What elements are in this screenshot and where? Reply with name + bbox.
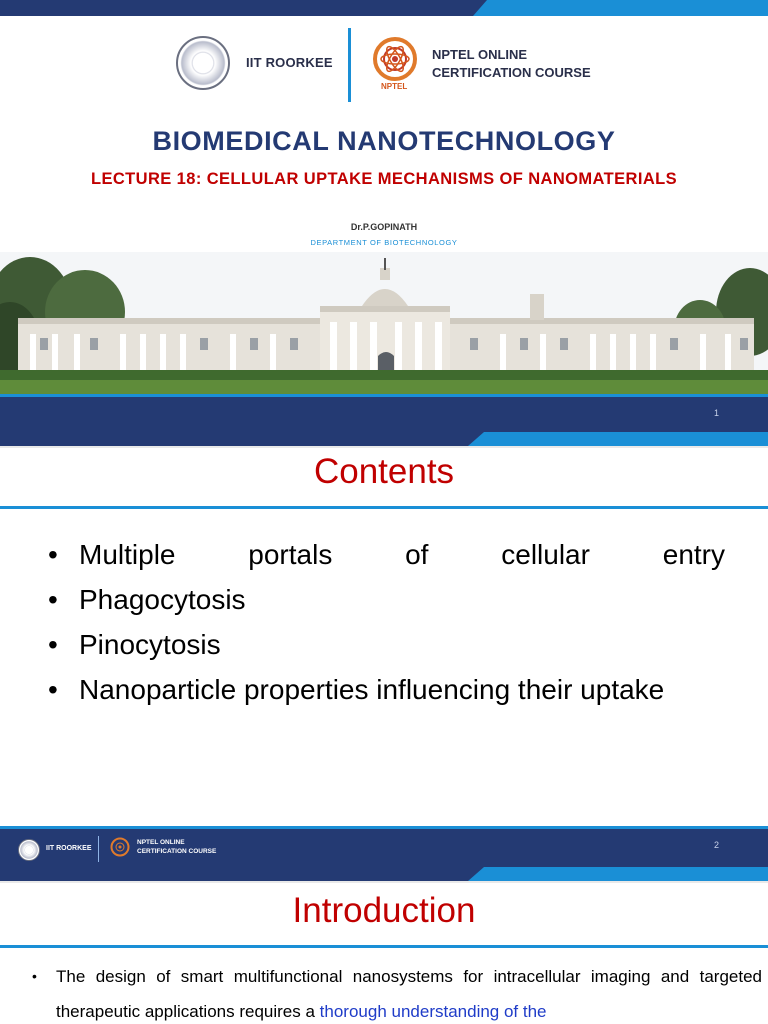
nptel-course-text [432,46,591,82]
footer-accent [468,867,768,881]
footer-institute: IIT ROORKEE [46,845,92,852]
footer-nptel-line-2: CERTIFICATION COURSE [137,848,217,855]
department-name: DEPARTMENT OF BIOTECHNOLOGY [310,238,458,247]
list-item: • Multiple portals of cellular entry [48,536,725,574]
course-title: BIOMEDICAL NANOTECHNOLOGY [152,126,616,156]
iit-roorkee-seal-icon [18,839,40,861]
logo-row [0,28,768,104]
footer-accent [468,432,768,446]
nptel-line-1: NPTEL ONLINE [432,47,528,62]
paragraph-text: The design of smart multifunctional nanosystems for intracellular imaging and targeted therapeutic applications requires a [56,967,762,1021]
footer-nptel-text [137,838,216,856]
logo-divider [348,28,351,102]
contents-list [48,536,725,716]
footer-line [0,826,768,829]
intro-paragraph [32,959,762,1024]
nptel-wordmark: NPTEL [381,82,408,91]
title-slide [0,0,768,446]
heading-rule [0,506,768,509]
footer-logo-divider [98,836,99,862]
lecture-title: LECTURE 18: CELLULAR UPTAKE MECHANISMS OF NANOMATERIALS [90,170,678,188]
slide-heading: Introduction [292,891,476,930]
footer-nptel-line-1: NPTEL ONLINE [137,839,185,846]
heading-rule [0,945,768,948]
contents-slide [0,448,768,881]
introduction-slide [0,883,768,1024]
nptel-line-2: CERTIFICATION COURSE [432,65,591,80]
top-banner-accent [473,0,768,16]
list-item: • Phagocytosis [48,581,725,619]
slide-heading: Contents [313,452,455,491]
institute-name: IIT ROORKEE [246,55,333,70]
nptel-logo-icon [372,36,418,82]
author-name: Dr.P.GOPINATH [350,222,418,232]
main-building-image [0,252,768,394]
list-item: • Nanoparticle properties influencing their uptake [48,671,725,709]
paragraph-highlight: thorough understanding of the [319,1002,547,1021]
footer-line [0,394,768,397]
page-number: 1 [714,408,720,418]
nptel-logo-icon [110,837,130,857]
page-number: 2 [714,840,720,850]
list-item: • Pinocytosis [48,626,725,664]
iit-roorkee-seal-icon [176,36,230,90]
